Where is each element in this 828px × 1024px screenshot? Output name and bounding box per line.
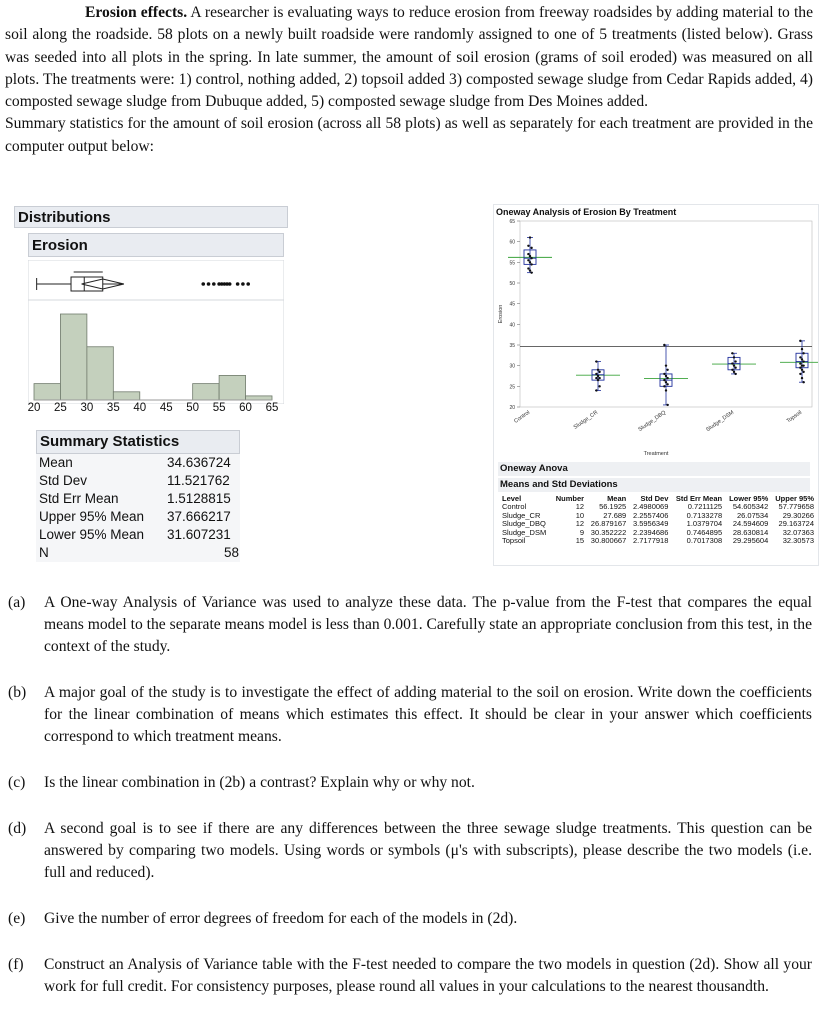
data-point <box>598 385 600 387</box>
histogram-bar <box>113 392 139 400</box>
outlier-point <box>246 282 250 286</box>
table-column-header: Std Err Mean <box>675 494 723 503</box>
outlier-point <box>207 282 211 286</box>
y-tick-label: 55 <box>509 260 515 267</box>
data-point <box>801 377 803 379</box>
distributions-header[interactable]: Distributions <box>14 206 288 228</box>
data-point <box>663 385 665 387</box>
y-tick-label: 30 <box>509 363 515 370</box>
data-point <box>530 263 532 265</box>
data-point <box>663 344 665 346</box>
data-point <box>802 352 804 354</box>
summary-row <box>36 526 240 544</box>
histogram-tick-label: 60 <box>239 402 252 414</box>
data-point <box>733 356 735 358</box>
data-point <box>529 261 531 263</box>
y-tick-label: 45 <box>509 301 515 308</box>
category-label: Topsoil <box>785 409 804 425</box>
histogram-bar <box>193 384 219 400</box>
data-point <box>802 360 804 362</box>
data-point <box>801 348 803 350</box>
table-cell: 2.4980069 <box>632 502 669 511</box>
table-cell: 2.2394686 <box>632 527 669 537</box>
y-tick-label: 50 <box>509 281 515 287</box>
data-point <box>597 379 599 381</box>
table-cell: 12 <box>575 519 585 529</box>
question-label: (d) <box>8 820 27 837</box>
data-point <box>595 377 597 379</box>
histogram-bar <box>219 375 245 400</box>
table-row <box>500 537 816 546</box>
summary-value: 31.607231 <box>167 527 231 542</box>
y-tick-label: 65 <box>509 219 515 225</box>
table-cell: Sludge_CR <box>502 510 541 520</box>
summary-row <box>36 472 240 490</box>
data-point <box>665 381 667 383</box>
histogram-tick-label: 30 <box>80 402 94 414</box>
question-text: A major goal of the study is to investigate the effect of adding material to the soil on erosion. Write down the coefficients for the linear combination of means which estimates this effect. It should be clear in your answer which coefficients correspond to which treatment means. <box>44 684 812 745</box>
data-point <box>799 340 801 342</box>
y-tick-label: 60 <box>509 239 515 246</box>
outlier-point <box>228 282 232 286</box>
summary-label: Upper 95% Mean <box>39 509 145 524</box>
histogram-plot <box>28 260 284 404</box>
question-b <box>8 682 816 748</box>
summary-value: 34.636724 <box>167 455 231 470</box>
data-point <box>598 377 600 379</box>
summary-value: 1.5128815 <box>167 491 231 506</box>
outlier-point <box>212 282 216 286</box>
x-axis-label: Treatment <box>643 451 669 457</box>
question-text: A One-way Analysis of Variance was used to analyze these data. The p-value from the F-test that compares the equal means model to the separate means model is less than 0.001. Carefully state an appropriate conclusion from this test, in the context of the study. <box>44 594 812 655</box>
table-cell: 27.689 <box>603 510 627 520</box>
oneway-plot <box>494 217 818 462</box>
summary-row <box>36 544 240 562</box>
category-label: Sludge_DSM <box>705 409 736 434</box>
y-tick-label: 40 <box>509 322 515 329</box>
data-point <box>595 389 597 391</box>
y-tick-label: 20 <box>509 405 515 411</box>
question-text: Construct an Analysis of Variance table with the F-test needed to compare the two models in question (2d). Show all your work for full credit. For consistency purposes, please round all values in your calculations to the nearest thousandth. <box>44 956 812 995</box>
histogram-tick-label: 25 <box>54 402 67 414</box>
data-point <box>734 367 736 369</box>
question-label: (f) <box>8 956 24 973</box>
table-cell: 57.779658 <box>778 502 814 511</box>
category-label: Control <box>513 409 532 425</box>
data-point <box>663 379 665 381</box>
summary-row <box>36 490 240 508</box>
table-cell: Sludge_DSM <box>502 527 547 537</box>
data-point <box>666 383 668 385</box>
summary-value: 11.521762 <box>167 473 230 488</box>
data-point <box>734 360 736 362</box>
category-label: Sludge_CR <box>572 409 600 431</box>
data-point <box>665 364 667 366</box>
data-point <box>666 404 668 406</box>
summary-value: 58 <box>223 545 239 560</box>
table-cell: 30.352222 <box>590 527 627 537</box>
table-column-header: Lower 95% <box>729 494 769 503</box>
data-point <box>595 373 597 375</box>
intro-paragraph-1 <box>5 2 813 113</box>
data-point <box>731 362 733 364</box>
question-label: (b) <box>8 684 27 701</box>
means-std-table <box>500 494 816 546</box>
data-point <box>666 369 668 371</box>
data-point <box>529 269 531 271</box>
data-point <box>733 364 735 366</box>
data-point <box>527 245 529 247</box>
table-column-header: Level <box>502 494 522 503</box>
table-column-header: Std Dev <box>640 494 669 503</box>
summary-label: Mean <box>39 455 73 470</box>
table-cell: 0.7133278 <box>686 510 723 520</box>
question-label: (a) <box>8 594 26 611</box>
data-point <box>663 373 665 375</box>
data-point <box>802 371 804 373</box>
data-point <box>799 373 801 375</box>
table-cell: 2.7177918 <box>632 536 669 546</box>
table-cell: 0.7017308 <box>686 536 723 546</box>
question-text: A second goal is to see if there are any differences between the three sewage sludge treatments. This question can be answered by comparing two models. Using words or symbols (μ's with subscripts), please describe the two models (i.e. full and reduced). <box>44 820 812 881</box>
data-point <box>799 362 801 364</box>
table-cell: 29.163724 <box>778 519 814 529</box>
question-label: (e) <box>8 910 26 927</box>
data-point <box>799 356 801 358</box>
means-std-header[interactable]: Means and Std Deviations <box>498 478 810 492</box>
question-text: Give the number of error degrees of freedom for each of the models in (2d). <box>44 910 518 927</box>
data-point <box>597 369 599 371</box>
table-cell: 30.800667 <box>590 536 627 546</box>
table-column-header: Mean <box>607 494 627 503</box>
data-point <box>666 377 668 379</box>
histogram-tick-label: 50 <box>186 402 200 414</box>
table-cell: 12 <box>575 502 585 511</box>
table-column-header: Number <box>555 494 585 503</box>
data-point <box>733 371 735 373</box>
histogram-bar <box>60 314 86 400</box>
data-point <box>529 236 531 238</box>
oneway-anova-header[interactable]: Oneway Anova <box>498 462 810 476</box>
table-cell: 1.0379704 <box>686 519 723 529</box>
oneway-panel <box>493 204 819 566</box>
outlier-point <box>201 282 205 286</box>
histogram-tick-label: 55 <box>212 402 226 414</box>
y-axis-label: Erosion <box>498 304 504 324</box>
table-cell: 0.7464895 <box>686 527 723 537</box>
data-point <box>799 367 801 369</box>
data-point <box>527 259 529 261</box>
question-e <box>8 908 816 930</box>
table-cell: 56.1925 <box>599 502 627 511</box>
summary-label: Std Dev <box>39 473 88 488</box>
outlier-point <box>236 282 240 286</box>
data-point <box>734 373 736 375</box>
question-a <box>8 592 816 658</box>
histogram-bar <box>87 347 113 400</box>
table-cell: 24.594609 <box>732 519 769 529</box>
table-cell: 32.30573 <box>782 536 814 546</box>
intro-paragraph-2: Summary statistics for the amount of soil erosion (across all 58 plots) as well as separately for each treatment are provided in the computer output below: <box>5 115 813 155</box>
histogram-tick-label: 45 <box>159 402 173 414</box>
table-cell: 32.07363 <box>782 527 814 537</box>
table-cell: 0.7211125 <box>687 502 723 511</box>
table-cell: 29.30266 <box>782 510 814 520</box>
intro-text-1: A researcher is evaluating ways to reduce erosion from freeway roadsides by adding material to the soil along the roadside. 58 plots on a newly built roadside were randomly assigned to one of 5 treatments (listed below). Grass was seeded into all plots in the spring. In late summer, the amount of soil erosion (grams of soil eroded) was measured on all plots. The treatments were: 1) control, nothing added, 2) topsoil added 3) composted sewage sludge from Cedar Rapids added, 4) composted sewage sludge from Dubuque added, 5) composted sewage sludge from Des Moines added. <box>5 4 814 111</box>
problem-intro <box>5 2 813 158</box>
data-point <box>802 381 804 383</box>
histogram-bar <box>34 384 60 400</box>
table-column-header: Upper 95% <box>775 494 814 503</box>
table-cell: 54.605342 <box>732 502 769 511</box>
data-point <box>665 375 667 377</box>
oneway-title: Oneway Analysis of Erosion By Treatment <box>496 207 677 217</box>
data-point <box>801 358 803 360</box>
y-tick-label: 25 <box>509 384 515 391</box>
summary-label: N <box>39 545 49 560</box>
data-point <box>530 247 532 249</box>
table-cell: Sludge_DBQ <box>502 519 546 529</box>
data-point <box>598 371 600 373</box>
summary-row <box>36 508 240 526</box>
data-point <box>527 253 529 255</box>
histogram-tick-label: 20 <box>27 402 41 414</box>
summary-row <box>36 454 240 472</box>
y-tick-label: 35 <box>509 343 515 349</box>
table-cell: Control <box>502 502 527 511</box>
table-cell: 28.630814 <box>732 527 769 537</box>
question-label: (c) <box>8 774 26 791</box>
erosion-header[interactable]: Erosion <box>28 233 284 257</box>
question-f <box>8 954 816 998</box>
distributions-panel <box>14 206 290 570</box>
question-text: Is the linear combination in (2b) a contrast? Explain why or why not. <box>44 774 475 791</box>
histogram-tick-label: 65 <box>265 402 279 414</box>
summary-label: Std Err Mean <box>39 491 119 506</box>
histogram-bar <box>246 396 272 400</box>
summary-value: 37.666217 <box>167 509 231 524</box>
question-d <box>8 818 816 884</box>
histogram-ticks <box>28 402 288 418</box>
data-point <box>731 352 733 354</box>
summary-label: Lower 95% Mean <box>39 527 145 542</box>
data-point <box>801 369 803 371</box>
data-point <box>595 360 597 362</box>
question-c <box>8 772 816 794</box>
table-cell: 3.5956349 <box>632 519 669 529</box>
table-cell: 10 <box>575 510 585 520</box>
table-cell: 9 <box>579 527 585 537</box>
histogram-tick-label: 35 <box>106 402 120 414</box>
table-cell: 2.2557406 <box>632 510 669 520</box>
data-point <box>527 267 529 269</box>
data-point <box>529 255 531 257</box>
summary-statistics <box>36 430 240 562</box>
data-point <box>802 364 804 366</box>
problem-heading: Erosion effects. <box>85 4 188 21</box>
table-cell: 26.879167 <box>590 519 627 529</box>
table-cell: 15 <box>575 536 585 546</box>
data-point <box>597 375 599 377</box>
data-point <box>731 369 733 371</box>
data-point <box>530 271 532 273</box>
data-point <box>665 389 667 391</box>
table-cell: 29.295604 <box>732 536 769 546</box>
summary-statistics-header[interactable]: Summary Statistics <box>36 430 240 454</box>
table-cell: Topsoil <box>502 536 526 546</box>
data-point <box>530 257 532 259</box>
histogram-tick-label: 40 <box>133 402 147 414</box>
category-label: Sludge_DBQ <box>637 409 668 434</box>
outlier-point <box>241 282 245 286</box>
table-cell: 26.07534 <box>736 510 769 520</box>
